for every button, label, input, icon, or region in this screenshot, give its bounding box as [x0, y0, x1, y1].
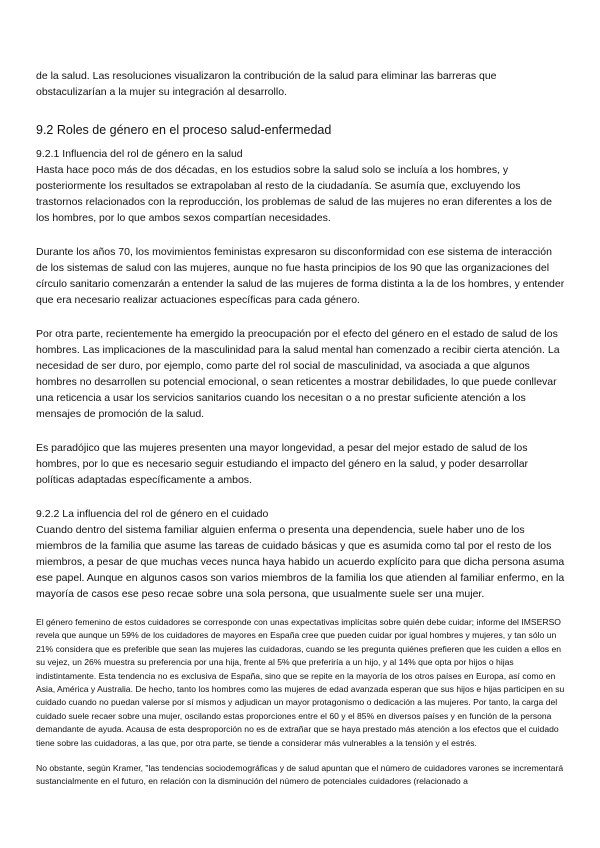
- subsection-2-heading: 9.2.2 La influencia del rol de género en el cuidado: [36, 508, 269, 520]
- body-paragraph: Por otra parte, recientemente ha emergido la preocupación por el efecto del género en el estado de salud de los hombres. Las implicaciones de la masculinidad para la salud mental han comenzado a recibir cierta atención. La necesidad de ser duro, por ejemplo, como parte del rol social de masculinidad, va asociada a que algunos hombres no desarrollen su potencial emocional, o sean reticentes a mostrar debilidades, lo que puede conllevar una reticencia a usar los servicios sanitarios cuando los necesitan o a no prestar suficiente atención a los mensajes de promoción de la salud.: [36, 328, 560, 420]
- small-paragraph: No obstante, según Kramer, "las tendencias sociodemográficas y de salud apuntan que el número de cuidadores varones se incrementará sustancialmente en el futuro, en relación con la disminución del número de potenciales cuidadores (relacionado a: [36, 763, 564, 787]
- small-paragraph: El género femenino de estos cuidadores se corresponde con unas expectativas implícitas sobre quién debe cuidar; informe del IMSERSO revela que aunque un 59% de los cuidadores de mayores en España cree que pueden cuidar por igual hombres y mujeres, y tan sólo un 21% considera que es preferible que sean las mujeres las cuidadoras, cuando se les pregunta quiénes prefieren que les cuiden a ellos en su vejez, un 26% muestra su preferencia por una hija, frente al 5% que preferiría a un hijo, y al 14% que opta por hijos o hijas indistintamente. Esta tendencia no es exclusiva de España, sino que se repite en la mayoría de los otros países en Europa, así como en Asia, América y Australia. De hecho, tanto los hombres como las mujeres de edad avanzada esperan que sus hijos e hijas participen en su cuidado cuando no puedan valerse por sí mismos y adjudican un mayor protagonismo o dedicación a las mujeres. Por tanto, la carga del cuidado suele recaer sobre una mujer, oscilando estas proporciones entre el 60 y el 85% en diversos países y en función de la persona demandante de ayuda. Acausa de esta desproporción no es de extrañar que se haya prestado más atención a los efectos que el cuidado tiene sobre las cuidadoras, a las que, por otra parte, se tiende a considerar más vulnerables a la tensión y el estrés.: [36, 617, 565, 748]
- intro-paragraph: de la salud. Las resoluciones visualizaron la contribución de la salud para eliminar las barreras que obstaculizarían a la mujer su integración al desarrollo.: [36, 70, 497, 98]
- body-paragraph: Cuando dentro del sistema familiar alguien enferma o presenta una dependencia, suele haber uno de los miembros de la familia que asume las tareas de cuidado básicas y que es asumida como tal por el resto de los miembros, a pesar de que muchas veces nunca haya habido un acuerdo explícito para que dicha persona asuma ese papel. Aunque en algunos casos son varios miembros de la familia los que atienden al familiar enfermo, en la mayoría de casos ese peso recae sobre una sola persona, que usualmente suele ser una mujer.: [36, 524, 565, 600]
- body-paragraph: Hasta hace poco más de dos décadas, en los estudios sobre la salud solo se incluía a los hombres, y posteriormente los resultados se extrapolaban al resto de la ciudadanía. Se asumía que, excluyendo los trastornos relacionados con la reproducción, los problemas de salud de las mujeres no eran diferentes a los de los hombres, por lo que ambos sexos compartían necesidades.: [36, 164, 552, 224]
- document-page: [36, 68, 566, 789]
- section-heading: 9.2 Roles de género en el proceso salud-enfermedad: [36, 123, 332, 137]
- subsection-1-heading: 9.2.1 Influencia del rol de género en la salud: [36, 148, 243, 160]
- body-paragraph: Es paradójico que las mujeres presenten una mayor longevidad, a pesar del mejor estado de salud de los hombres, por lo que es necesario seguir estudiando el impacto del género en la salud, y poder desarrollar políticas adaptadas específicamente a ambos.: [36, 442, 529, 486]
- body-paragraph: Durante los años 70, los movimientos feministas expresaron su disconformidad con ese sistema de interacción de los sistemas de salud con las mujeres, aunque no fue hasta principios de los 90 que las organizaciones del círculo sanitario comenzarán a entender la salud de las mujeres de forma distinta a la de los hombres, y entender que era necesario realizar actuaciones específicas para cada género.: [36, 246, 565, 306]
